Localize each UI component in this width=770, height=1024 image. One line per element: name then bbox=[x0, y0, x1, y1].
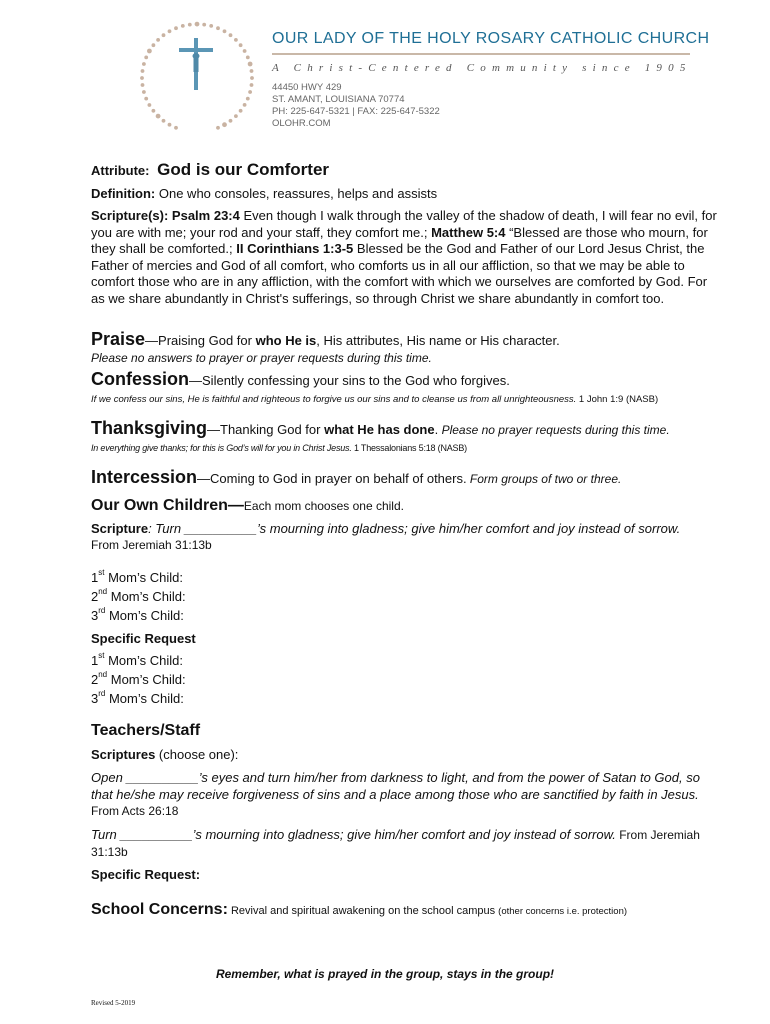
rosary-bead bbox=[248, 90, 252, 94]
rosary-bead bbox=[239, 109, 243, 113]
rosary-bead bbox=[243, 103, 247, 107]
rosary-bead bbox=[222, 122, 227, 127]
own-children-specific-request: Specific Request bbox=[91, 631, 196, 646]
thanksgiving-title: Thanksgiving bbox=[91, 418, 208, 438]
rosary-bead bbox=[174, 26, 178, 30]
praise-title: Praise bbox=[91, 329, 146, 349]
rosary-bead bbox=[147, 49, 152, 54]
own-children-line bbox=[91, 497, 404, 515]
rosary-bead bbox=[141, 83, 145, 87]
child-line-3: 3rd Mom’s Child: bbox=[91, 606, 184, 623]
church-tagline: A Christ-Centered Community since 1905 bbox=[272, 62, 692, 74]
confession-verse: If we confess our sins, He is faithful and righteous to forgive us our sins and to cleanse us from all unrighteousness. bbox=[91, 394, 577, 405]
confession-title: Confession bbox=[91, 369, 190, 389]
rosary-bead bbox=[250, 83, 254, 87]
thanksgiving-verse-line bbox=[91, 440, 467, 457]
praise-bold: who He is bbox=[255, 333, 317, 348]
rosary-bead bbox=[223, 29, 227, 33]
scripture-label: Scripture(s): bbox=[91, 208, 169, 223]
teachers-scriptures-label: Scriptures bbox=[91, 747, 156, 762]
rosary-bead bbox=[162, 119, 166, 123]
confession-text: —Silently confessing your sins to the God who forgives. bbox=[189, 373, 510, 388]
rosary-bead bbox=[152, 43, 156, 47]
intercession-note: Form groups of two or three. bbox=[466, 472, 622, 486]
rosary-bead bbox=[195, 22, 200, 27]
own-children-scripture-text: : Turn __________’s mourning into gladness; give him/her comfort and joy instead of sorrow. bbox=[148, 521, 681, 536]
rosary-bead bbox=[156, 114, 161, 119]
thanksgiving-verse: In everything give thanks; for this is God’s will for you in Christ Jesus. bbox=[91, 443, 352, 453]
thanksgiving-ref: 1 Thessalonians 5:18 (NASB) bbox=[351, 443, 467, 453]
rosary-bead bbox=[229, 33, 233, 37]
scripture-text-2: “Blessed are those who mourn, for they shall be comforted.; bbox=[91, 224, 708, 256]
school-concerns-note: (other concerns i.e. protection) bbox=[498, 906, 628, 917]
teachers-option-1-text: Open __________’s eyes and turn him/her from darkness to light, and from the power of Satan to God, so that he/she may receive forgiveness of sins and a place among those who are sanctified by faith in Jesus. bbox=[91, 770, 700, 802]
school-concerns-title: School Concerns: bbox=[91, 901, 228, 918]
rosary-bead bbox=[140, 76, 144, 80]
praise-line bbox=[91, 331, 560, 349]
attribute-label: Attribute: bbox=[91, 163, 150, 178]
phone-fax: PH: 225-647-5321 | FAX: 225-647-5322 bbox=[272, 106, 440, 117]
own-children-scripture-label: Scripture bbox=[91, 521, 149, 536]
rosary-bead bbox=[144, 56, 148, 60]
rosary-bead bbox=[202, 23, 206, 27]
child-line-2: 2nd Mom’s Child: bbox=[91, 587, 186, 604]
rosary-crucifix-logo bbox=[135, 18, 260, 143]
confession-line bbox=[91, 371, 510, 389]
request-child-line-3: 3rd Mom’s Child: bbox=[91, 689, 184, 706]
child-line-1: 1st Mom’s Child: bbox=[91, 568, 183, 585]
scripture-text-1: Even though I walk through the valley of the shadow of death, I will fear no evil, for you are with me; your rod and your staff, they comfort me.; bbox=[91, 208, 717, 240]
own-children-text: Each mom chooses one child. bbox=[243, 499, 404, 513]
thanksgiving-note: Please no prayer requests during this time. bbox=[438, 423, 670, 437]
scripture-ref-1: Psalm 23:4 bbox=[171, 208, 240, 223]
definition-text: One who consoles, reassures, helps and assists bbox=[155, 186, 438, 201]
teachers-scriptures-note: (choose one): bbox=[155, 747, 239, 762]
rosary-bead bbox=[216, 126, 220, 130]
thanksgiving-bold: what He has done bbox=[324, 422, 435, 437]
rosary-bead bbox=[156, 38, 160, 42]
teachers-scriptures-line bbox=[91, 746, 238, 763]
own-children-from: From Jeremiah 31:13b bbox=[91, 538, 212, 552]
website: OLOHR.COM bbox=[272, 118, 331, 129]
school-concerns-line bbox=[91, 901, 627, 920]
rosary-bead bbox=[142, 90, 146, 94]
revised-date: Revised 5-2019 bbox=[91, 999, 136, 1007]
confession-verse-line bbox=[91, 391, 658, 408]
church-name: OUR LADY OF THE HOLY ROSARY CATHOLIC CHURCH bbox=[272, 30, 710, 47]
rosary-bead bbox=[250, 69, 254, 73]
rosary-bead bbox=[181, 24, 185, 28]
rosary-bead bbox=[250, 76, 254, 80]
confession-ref: 1 John 1:9 (NASB) bbox=[576, 394, 659, 405]
rosary-bead bbox=[239, 43, 243, 47]
rosary-bead bbox=[141, 69, 145, 73]
scripture-paragraph bbox=[91, 208, 721, 307]
rosary-bead bbox=[229, 119, 233, 123]
attribute-value: God is our Comforter bbox=[157, 160, 330, 179]
praise-note: Please no answers to prayer or prayer requests during this time. bbox=[91, 351, 432, 365]
rosary-bead bbox=[174, 126, 178, 130]
rosary-bead bbox=[216, 26, 220, 30]
rosary-bead bbox=[142, 62, 146, 66]
teachers-option-2-ref: From Jeremiah 31:13b bbox=[91, 828, 700, 859]
teachers-option-1-ref: From Acts 26:18 bbox=[91, 804, 179, 818]
own-children-scripture bbox=[91, 520, 680, 537]
rosary-bead bbox=[188, 23, 192, 27]
own-children-title: Our Own Children— bbox=[91, 497, 244, 514]
scripture-ref-2: Matthew 5:4 bbox=[431, 224, 506, 240]
scripture-text-3: Blessed be the God and Father of our Lord Jesus Christ, the Father of mercies and God of all comfort, who comforts us in all our affliction, so that we may be able to comfort those who are in any affliction, with the comfort with which we ourselves are comforted by God. For as we share abundantly in Christ's sufferings, so through Christ we share abundantly in comfort too. bbox=[91, 241, 708, 306]
thanksgiving-text-b: . bbox=[434, 422, 439, 437]
teachers-option-2 bbox=[91, 827, 721, 860]
address-line-2: ST. AMANT, LOUISIANA 70774 bbox=[272, 94, 405, 105]
attribute-line bbox=[91, 161, 329, 179]
rosary-bead bbox=[162, 33, 166, 37]
rosary-bead bbox=[248, 62, 253, 67]
address-line-1: 44450 HWY 429 bbox=[272, 82, 342, 93]
definition-label: Definition: bbox=[91, 186, 156, 201]
praise-text-b: , His attributes, His name or His character. bbox=[316, 333, 560, 348]
school-concerns-text: Revival and spiritual awakening on the school campus bbox=[227, 905, 499, 917]
teachers-option-2-text: Turn __________’s mourning into gladness; give him/her comfort and joy instead of sorrow. bbox=[91, 827, 616, 842]
scripture-ref-3: II Corinthians 1:3-5 bbox=[236, 241, 354, 256]
intercession-line bbox=[91, 469, 621, 488]
teachers-option-1 bbox=[91, 770, 721, 820]
rosary-bead bbox=[209, 24, 213, 28]
rosary-bead bbox=[168, 29, 172, 33]
teachers-specific-request: Specific Request: bbox=[91, 867, 201, 882]
header-divider bbox=[272, 53, 690, 55]
rosary-bead bbox=[144, 97, 148, 101]
thanksgiving-line bbox=[91, 420, 670, 439]
thanksgiving-text-a: —Thanking God for bbox=[207, 422, 325, 437]
request-child-line-2: 2nd Mom’s Child: bbox=[91, 670, 186, 687]
intercession-title: Intercession bbox=[91, 467, 198, 487]
rosary-bead bbox=[246, 97, 250, 101]
rosary-bead bbox=[234, 114, 238, 118]
rosary-bead bbox=[148, 103, 152, 107]
teachers-title: Teachers/Staff bbox=[91, 722, 201, 739]
request-child-line-1: 1st Mom’s Child: bbox=[91, 651, 183, 668]
praise-text-a: —Praising God for bbox=[145, 333, 256, 348]
rosary-bead bbox=[234, 38, 238, 42]
intercession-text: —Coming to God in prayer on behalf of others. bbox=[197, 471, 467, 486]
rosary-bead bbox=[246, 56, 250, 60]
rosary-bead bbox=[243, 49, 247, 53]
rosary-bead bbox=[168, 123, 172, 127]
definition-line bbox=[91, 185, 437, 202]
rosary-bead bbox=[152, 109, 156, 113]
footer-remember: Remember, what is prayed in the group, stays in the group! bbox=[215, 967, 555, 981]
